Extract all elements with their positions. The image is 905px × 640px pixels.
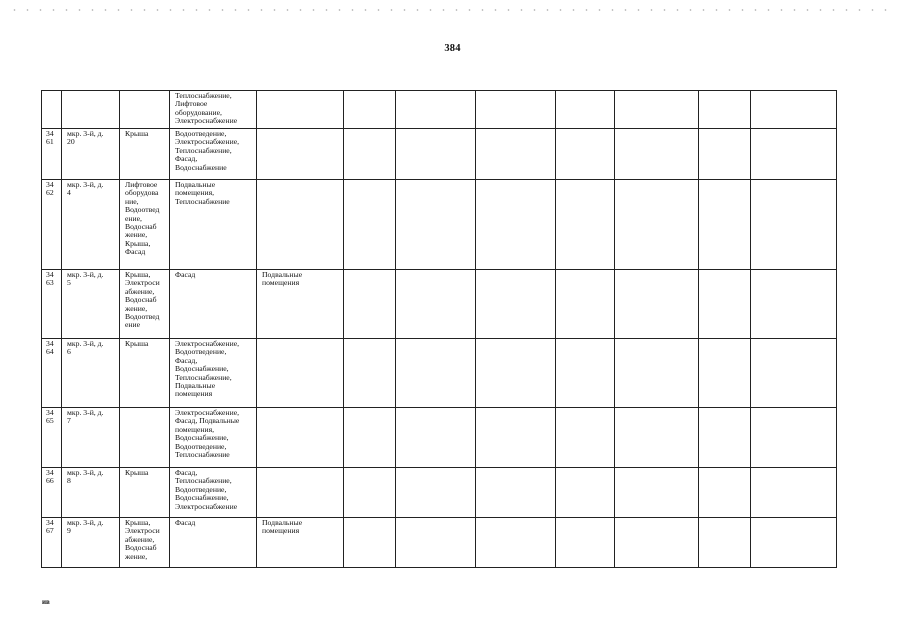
cell-empty [615,518,699,568]
cell-line: Подвальные [175,381,216,391]
cell-elements [120,180,170,270]
cell-line: Крыша, [125,238,151,248]
cell-line: Теплоснабжение, [175,145,232,155]
cell-systems [170,518,257,568]
cell-empty [751,180,837,270]
cell-elements [120,91,170,129]
cell-line: Водоснабжение, [175,433,229,443]
cell-elements [120,339,170,408]
cell-empty [556,270,615,339]
cell-line: абжение, [125,286,155,296]
cell-systems [170,91,257,129]
cell-empty [699,408,751,468]
cell-empty [476,91,556,129]
cell-extra [257,129,344,180]
cell-line: Водоснабжение [175,162,227,172]
cell-empty [396,270,476,339]
cell-empty [344,270,396,339]
cell-number [42,91,62,129]
cell-empty [344,180,396,270]
cell-elements [120,270,170,339]
cell-empty [615,408,699,468]
cell-elements [120,408,170,468]
table-row [42,91,837,129]
cell-number [42,408,62,468]
cell-empty [476,270,556,339]
cell-empty [699,180,751,270]
cell-line: Теплоснабжение, [175,372,232,382]
cell-line: Водоснаб [125,295,157,305]
cell-empty [699,270,751,339]
cell-line: мкр. 3-й, д. [67,270,104,279]
cell-line: Теплоснабжение [175,196,230,206]
cell-address [62,468,120,518]
cell-empty [396,129,476,180]
cell-empty [476,129,556,180]
cell-line: 8 [67,476,71,486]
cell-line: помещения, [175,188,215,198]
cell-systems [170,129,257,180]
cell-empty [615,468,699,518]
cell-line: 61 [46,137,54,147]
cell-line: Теплоснабжение, [175,91,232,100]
cell-line: Водоснаб [125,543,157,553]
cell-line: Водоотвед [125,205,160,215]
table-row [42,518,837,568]
cell-empty [556,518,615,568]
cell-address [62,339,120,408]
cell-line: 20 [67,137,75,147]
cell-empty [556,129,615,180]
cell-empty [751,129,837,180]
cell-line: Лифтовое [175,99,208,109]
cell-empty [556,468,615,518]
cell-empty [396,468,476,518]
cell-line: Водоснабжение, [175,493,229,503]
cell-empty [344,408,396,468]
cell-empty [396,518,476,568]
cell-empty [556,91,615,129]
cell-address [62,129,120,180]
cell-empty [396,91,476,129]
table-row [42,339,837,408]
table-row [42,129,837,180]
cell-number [42,270,62,339]
cell-line: Крыша [125,468,149,477]
cell-empty [556,180,615,270]
cell-line: Электроснабжение, [175,408,240,417]
cell-empty [699,91,751,129]
cell-extra [257,270,344,339]
cell-line: жение, [125,303,148,313]
page-number: 384 [444,43,461,54]
table-row [42,180,837,270]
cell-extra [257,408,344,468]
cell-elements [120,518,170,568]
cell-line: 34 [46,270,54,279]
cell-empty [751,270,837,339]
cell-line: Теплоснабжение [175,450,230,460]
cell-number [42,180,62,270]
cell-line: 66 [46,476,54,486]
cell-systems [170,408,257,468]
cell-line: Фасад, [175,154,198,164]
cell-number [42,129,62,180]
cell-number [42,468,62,518]
cell-empty [344,129,396,180]
cell-empty [476,408,556,468]
cell-empty [615,129,699,180]
cell-line: Фасад, [175,355,198,365]
cell-line: 4 [67,188,71,198]
cell-empty [615,339,699,408]
cell-line: мкр. 3-й, д. [67,129,104,138]
table-row [42,270,837,339]
cell-line: Подвальные [262,518,303,527]
cell-empty [476,468,556,518]
cell-empty [476,180,556,270]
cell-empty [615,180,699,270]
cell-elements [120,129,170,180]
cell-address [62,270,120,339]
cell-number [42,518,62,568]
cell-line: 62 [46,188,54,198]
cell-empty [751,91,837,129]
cell-empty [556,339,615,408]
cell-elements [120,468,170,518]
cell-line: Подвальные [262,270,303,279]
cell-line: жение, [125,551,148,561]
cell-line: Теплоснабжение, [175,476,232,486]
cell-systems [170,339,257,408]
cell-empty [615,270,699,339]
cell-line: Крыша, [125,270,151,279]
cell-address [62,518,120,568]
cell-line: 5 [67,278,71,288]
cell-empty [476,339,556,408]
cell-line: Электроси [125,526,160,536]
cell-systems [170,180,257,270]
cell-line: Водоотведение, [175,347,227,357]
cell-line: 6 [67,347,71,357]
cell-line: 34 [46,180,54,189]
cell-line: 67 [46,526,54,536]
cell-line: помещения [262,526,300,536]
cell-line: оборудование, [175,107,222,117]
cell-line: Фасад [175,270,196,279]
cell-address [62,180,120,270]
cell-line: ение [125,320,141,330]
cell-empty [751,339,837,408]
cell-line: Водоотведение, [175,484,227,494]
cell-empty [699,339,751,408]
cell-line: мкр. 3-й, д. [67,518,104,527]
cell-empty [344,91,396,129]
cell-line: Электроснабжение, [175,137,240,147]
cell-line: Крыша [125,129,149,138]
cell-systems [170,270,257,339]
cell-line: Лифтовое [125,180,158,189]
cell-line: 34 [46,468,54,477]
cell-empty [556,408,615,468]
cell-line: мкр. 3-й, д. [67,408,104,417]
cell-line: 34 [46,129,54,138]
cell-line: Водоотвед [125,312,160,322]
cell-line: Электроснабжение [175,116,238,126]
cell-line: жение, [125,230,148,240]
cell-empty [751,518,837,568]
cell-number [42,339,62,408]
cell-line: Электроснабжение [175,501,238,511]
footer-mark: ив [42,598,50,606]
cell-empty [476,518,556,568]
cell-empty [396,180,476,270]
cell-empty [699,129,751,180]
cell-line: Подвальные [175,180,216,189]
cell-line: помещения [175,389,213,399]
cell-empty [396,339,476,408]
cell-line: 9 [67,526,71,536]
cell-empty [344,518,396,568]
cell-line: оборудова [125,188,159,198]
cell-empty [344,468,396,518]
cell-systems [170,468,257,518]
cell-line: Водоснабжение, [175,364,229,374]
cell-extra [257,91,344,129]
scan-top-noise [8,9,897,11]
table-row [42,468,837,518]
cell-line: Фасад [175,518,196,527]
cell-address [62,91,120,129]
cell-line: 64 [46,347,54,357]
cell-empty [699,518,751,568]
cell-line: Крыша, [125,518,151,527]
cell-line: Водоснаб [125,222,157,232]
cell-empty [751,408,837,468]
cell-empty [699,468,751,518]
cell-empty [396,408,476,468]
cell-line: Фасад, [175,468,198,477]
cell-line: Фасад, Подвальные [175,416,240,426]
cell-extra [257,180,344,270]
cell-address [62,408,120,468]
cell-line: 7 [67,416,71,426]
cell-empty [344,339,396,408]
cell-line: 34 [46,339,54,348]
cell-line: Водоотведение, [175,441,227,451]
cell-extra [257,468,344,518]
cell-line: мкр. 3-й, д. [67,339,104,348]
cell-extra [257,518,344,568]
cell-line: мкр. 3-й, д. [67,468,104,477]
cell-line: 34 [46,518,54,527]
cell-line: ение, [125,213,142,223]
cell-line: Фасад [125,247,146,257]
table-body [42,91,837,568]
cell-empty [615,91,699,129]
cell-line: абжение, [125,534,155,544]
cell-line: 34 [46,408,54,417]
cell-line: помещения, [175,424,215,434]
cell-line: 63 [46,278,54,288]
cell-line: Крыша [125,339,149,348]
works-table [41,90,837,568]
cell-line: Электроснабжение, [175,339,240,348]
cell-line: Водоотведение, [175,129,227,138]
cell-line: Электроси [125,278,160,288]
cell-line: ние, [125,196,139,206]
cell-extra [257,339,344,408]
cell-line: мкр. 3-й, д. [67,180,104,189]
table-row [42,408,837,468]
cell-line: помещения [262,278,300,288]
cell-line: 65 [46,416,54,426]
cell-empty [751,468,837,518]
